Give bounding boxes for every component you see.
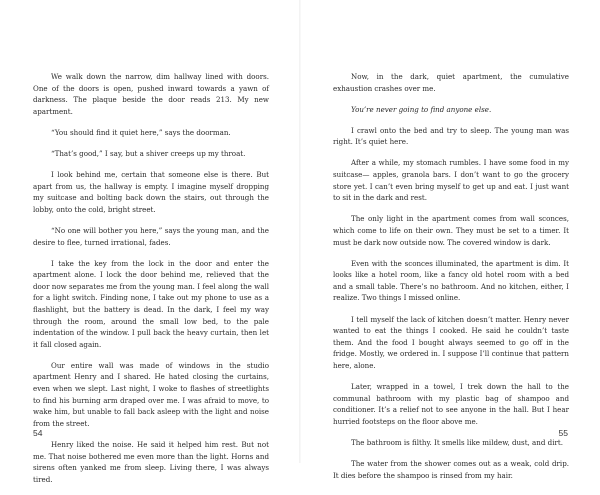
paragraph: “That’s good,” I say, but a shiver creeps up my throat.	[51, 148, 246, 158]
paragraph: Now, in the dark, quiet apartment, the cumulative exhaustion crashes over me.	[333, 72, 569, 93]
paragraph: Henry liked the noise. He said it helped him rest. But not me. That noise bothered me even more than the light. Horns and sirens often yanked me from sleep. Living there, I was always tired.	[33, 439, 269, 484]
paragraph: After a while, my stomach rumbles. I have some food in my suitcase— apples, granola bars. I don’t want to go the grocery store yet. I can’t even bring myself to get up and eat. I just want to sit in the dark and rest.	[333, 158, 569, 203]
right-page	[300, 0, 600, 480]
italic-thought-paragraph: You’re never going to find anyone else.	[351, 104, 492, 114]
page-number: 55	[558, 428, 568, 438]
paragraph: “You should find it quiet here,” says the doorman.	[51, 127, 231, 137]
page-number: 54	[33, 428, 43, 438]
left-page-text	[33, 71, 269, 495]
paragraph: “No one will bother you here,” says the young man, and the desire to flee, turned irrational, fades.	[33, 225, 269, 247]
paragraph: Later, wrapped in a towel, I trek down the hall to the communal bathroom with my plastic bag of shampoo and conditioner. It’s a relief not to see anyone in the hall. But I hear hurried footsteps on the floor above me.	[333, 381, 569, 426]
paragraph: I crawl onto the bed and try to sleep. The young man was right. It’s quiet here.	[333, 125, 569, 147]
paragraph: I tell myself the lack of kitchen doesn’t matter. Henry never wanted to eat the things I cooked. He said he couldn’t taste them. And the food I bought always seemed to go off in the fridge. Mostly, we ordered in. I suppose I’ll continue that pattern here, alone.	[333, 314, 569, 370]
paragraph: The water from the shower comes out as a weak, cold drip. It dies before the shampoo is rinsed from my hair.	[333, 458, 569, 480]
paragraph: Our entire wall was made of windows in the studio apartment Henry and I shared. He hated closing the curtains, even when we slept. Last night, I woke to flashes of streetlights to find his burning arm draped over me. I was afraid to move, to wake him, but unable to fall back asleep with the light and noise from the street.	[33, 360, 269, 428]
paragraph: The only light in the apartment comes from wall sconces, which come to life on their own. They must be set to a timer. It must be dark now outside now. The covered window is dark.	[333, 214, 569, 247]
paragraph: I look behind me, certain that someone else is there. But apart from us, the hallway is empty. I imagine myself dropping my suitcase and bolting back down the stairs, out through the lobby, onto the cold, bright street.	[33, 170, 269, 214]
paragraph: The bathroom is filthy. It smells like mildew, dust, and dirt.	[351, 437, 563, 447]
left-page	[0, 0, 300, 484]
paragraph: I take the key from the lock in the door and enter the apartment alone. I lock the door behind me, relieved that the door now separates me from the young man. I feel along the wall for a light switch. Finding none, I take out my phone to use as a flashlight, but the battery is dead. In the dark, I feel my way through the room, around the small low bed, to the pale indentation of the window. I pull back the heavy curtain, then let it fall closed again.	[33, 258, 269, 349]
paragraph: We walk down the narrow, dim hallway lined with doors. One of the doors is open, pushed inward towards a yawn of darkness. The plaque beside the door reads 213. My new apartment.	[33, 72, 269, 116]
right-page-text	[333, 71, 569, 491]
paragraph: Even with the sconces illuminated, the apartment is dim. It looks like a hotel room, like a fancy old hotel room with a bed and a small table. There’s no bathroom. And no kitchen, either, I realize. Two things I missed online.	[333, 258, 569, 303]
